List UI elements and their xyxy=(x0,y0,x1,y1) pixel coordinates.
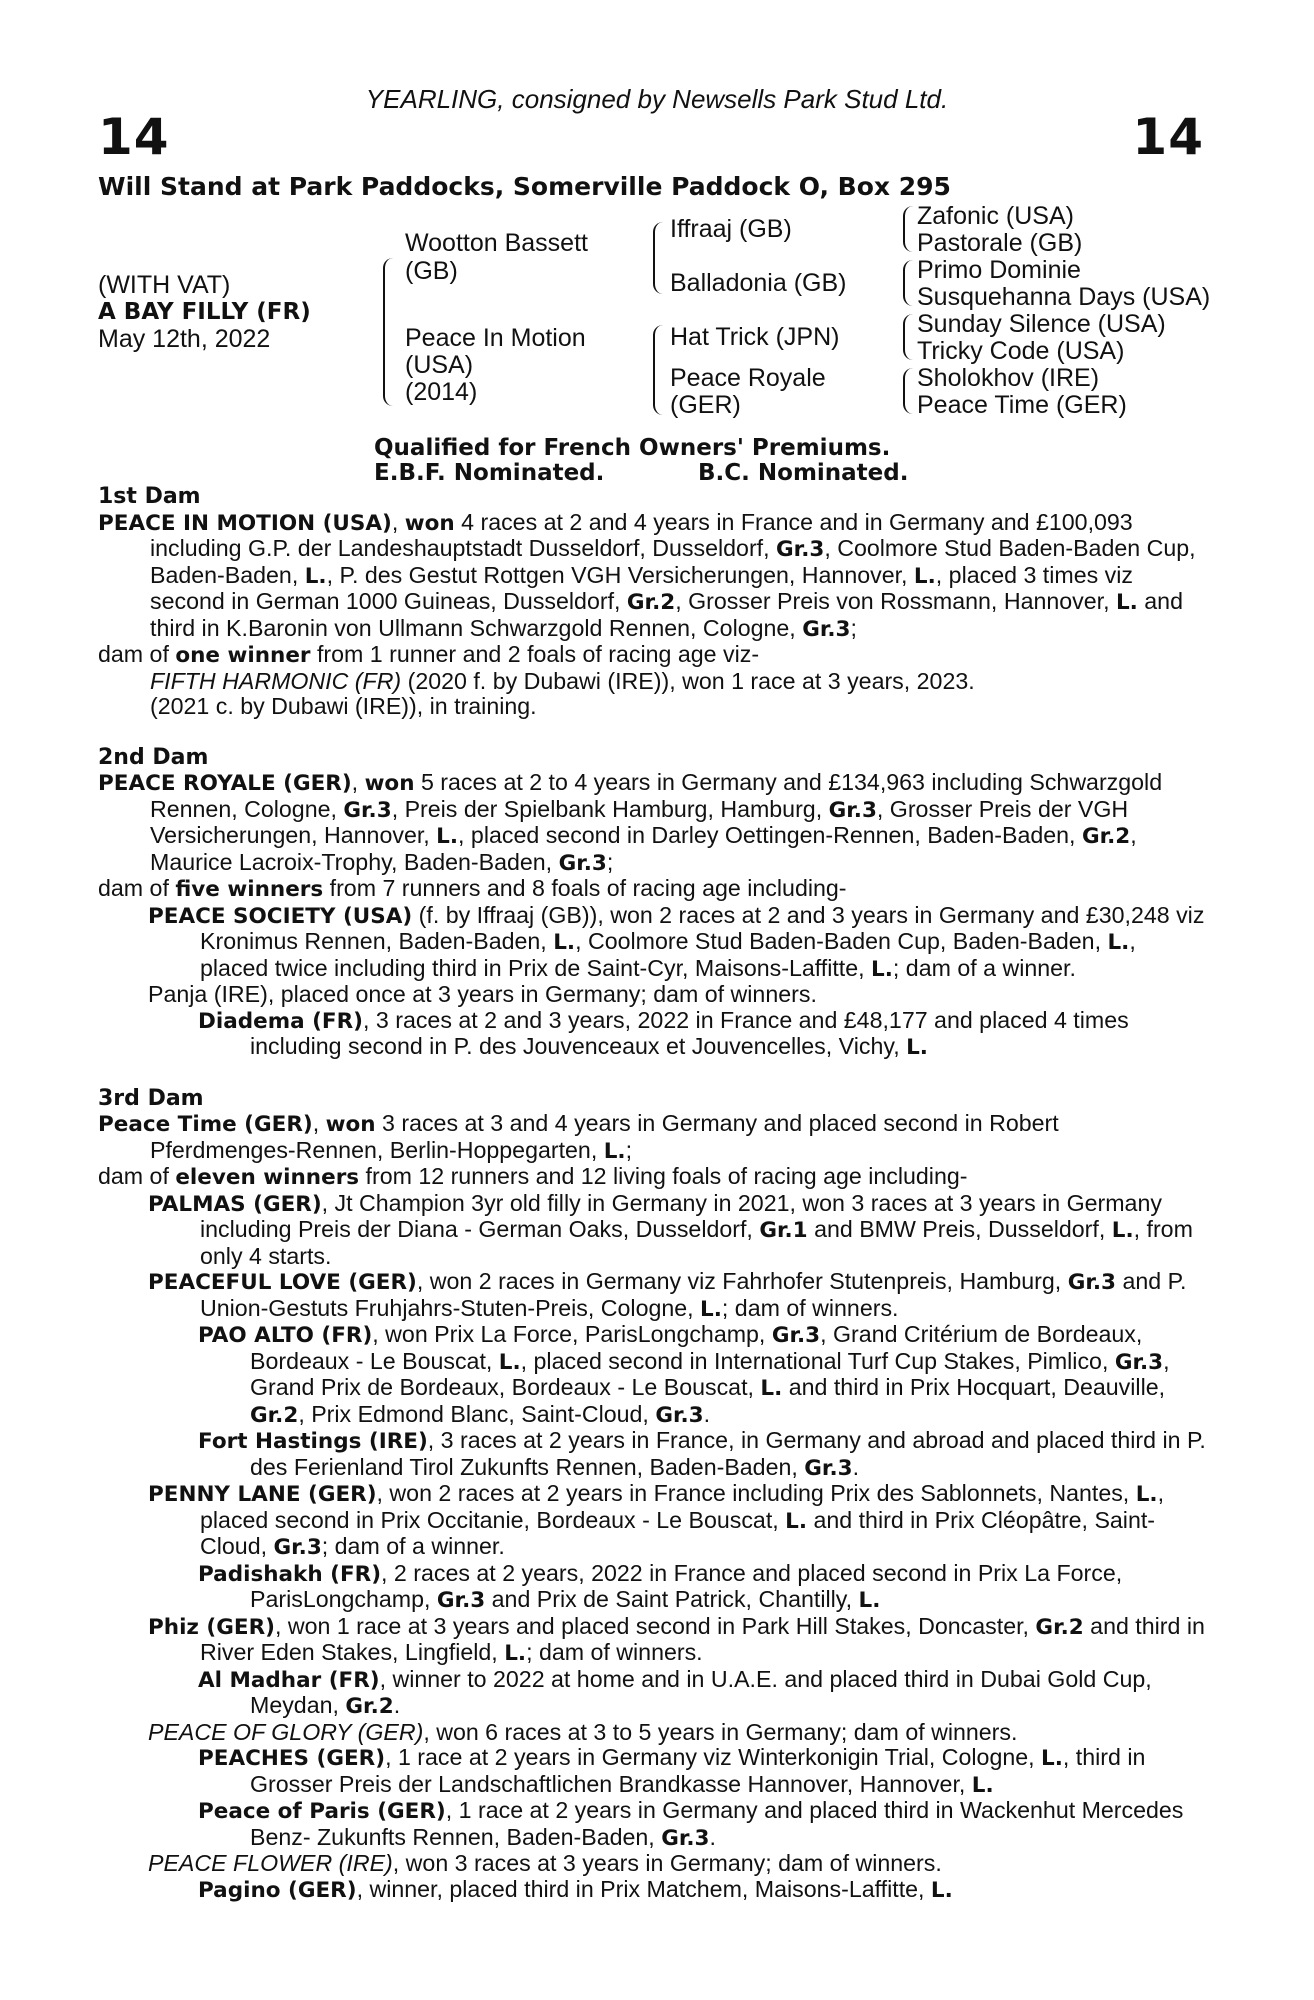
winners-count: five winners xyxy=(175,877,324,902)
sire-name: Wootton Bassett xyxy=(405,229,588,257)
grade: L. xyxy=(971,1772,994,1798)
pedigree-brace-dd xyxy=(903,368,913,414)
foaling-date: May 12th, 2022 xyxy=(98,325,271,353)
text: , placed second in International Turf Cup Stakes, Pimlico, xyxy=(520,1347,1115,1374)
consignment-line: YEARLING, consigned by Newsells Park Stud Ltd. xyxy=(365,84,949,114)
grade: Gr.3 xyxy=(802,616,851,642)
won-label: won xyxy=(325,1112,376,1137)
sire-dam: Balladonia (GB) xyxy=(670,269,847,297)
text: , 1 race at 2 years in Germany viz Winterkonigin Trial, Cologne, xyxy=(385,1744,1042,1770)
grade: L. xyxy=(436,824,459,849)
text: , placed second in Darley Oettingen-Rennen, Baden-Baden, xyxy=(458,822,1082,848)
ggs-3: Sunday Silence (USA) xyxy=(917,310,1166,338)
pedigree-brace-ds xyxy=(903,314,913,360)
grade: L. xyxy=(930,1877,953,1903)
text: and third in River Eden Stakes, Lingfield, xyxy=(200,1612,1205,1665)
pedigree-brace-ss xyxy=(903,206,913,252)
grade: Gr.2 xyxy=(345,1694,394,1719)
pedigree-brace-sire xyxy=(653,222,663,294)
ggd-3: Tricky Code (USA) xyxy=(917,337,1125,365)
third-dam-heading: 3rd Dam xyxy=(98,1085,204,1111)
text: , placed 3 times viz second in German 1000 Guineas, Dusseldorf, xyxy=(150,561,1133,614)
text: and third in Prix Hocquart, Deauville, xyxy=(782,1374,1166,1400)
grade: L. xyxy=(1111,1218,1134,1243)
text: , placed second in Prix Occitanie, Bordeaux - Le Bouscat, xyxy=(200,1480,1165,1533)
progeny-name: PAO ALTO (FR) xyxy=(198,1323,373,1348)
text: , won 6 races at 3 to 5 years in Germany; dam of winners. xyxy=(423,1718,1018,1745)
text: , 3 races at 2 years in France, in Germany and abroad and placed third in P. des Ferienland Tirol Zukunfts Rennen, Baden-Baden, xyxy=(250,1427,1206,1480)
text: 3 races at 3 and 4 years in Germany and placed second in Robert Pferdmenges-Rennen, Berlin-Hoppegarten, xyxy=(150,1110,1059,1163)
grade: Gr.3 xyxy=(273,1535,322,1560)
ggs-2: Primo Dominie xyxy=(917,256,1081,284)
text: ; xyxy=(606,848,614,875)
progeny-panja: Panja (IRE), placed once at 3 years in Germany; dam of winners. xyxy=(148,981,817,1007)
ggd-2: Susquehanna Days (USA) xyxy=(917,283,1211,311)
text: ; dam of a winner. xyxy=(892,954,1076,981)
grade: Gr.3 xyxy=(343,797,392,823)
grade: L. xyxy=(906,1035,928,1060)
text: and Prix de Saint Patrick, Chantilly, xyxy=(485,1586,859,1612)
text: , 3 races at 2 and 3 years, 2022 in France and £48,177 and placed 4 times including second in P. des Jouvenceaux et Jouvencelles, Vichy, xyxy=(250,1006,1129,1059)
grade: L. xyxy=(871,956,893,982)
lot-name: A BAY FILLY (FR) xyxy=(98,299,311,325)
grade: L. xyxy=(1041,1746,1063,1771)
progeny-name: PEACE SOCIETY (USA) xyxy=(148,903,413,929)
ebf-note: E.B.F. Nominated. xyxy=(374,460,605,486)
text: , Coolmore Stud Baden-Baden Cup, Baden-Baden, xyxy=(575,928,1108,954)
progeny-peace-flower xyxy=(98,1851,1206,1877)
progeny-fort-hastings xyxy=(98,1428,1206,1481)
grade: Gr.2 xyxy=(1081,824,1131,849)
progeny-peaches xyxy=(98,1745,1206,1798)
first-dam-name: PEACE IN MOTION (USA) xyxy=(98,510,392,536)
third-dam-name: Peace Time (GER) xyxy=(98,1112,313,1137)
stand-location: Will Stand at Park Paddocks, Somerville Paddock O, Box 295 xyxy=(98,172,951,201)
grade: Gr.1 xyxy=(759,1218,808,1243)
third-dam-produce-line xyxy=(98,1164,1206,1191)
text: from 1 runner and 2 foals of racing age viz- xyxy=(310,641,760,667)
vat-label: (WITH VAT) xyxy=(98,271,231,299)
text: dam of xyxy=(98,1163,176,1189)
text: , Preis der Spielbank Hamburg, Hamburg, xyxy=(391,795,829,822)
progeny-name: PEACHES (GER) xyxy=(198,1746,386,1771)
text: ; dam of winners. xyxy=(526,1639,703,1665)
lot-number-right: 14 xyxy=(1132,108,1204,166)
grade: Gr.2 xyxy=(250,1402,299,1428)
text: , Grand Prix de Bordeaux, Bordeaux - Le Bouscat, xyxy=(250,1347,1170,1400)
grade: Gr.3 xyxy=(828,797,877,823)
progeny-name: PEACE FLOWER (IRE) xyxy=(148,1850,393,1876)
second-dam-produce-line xyxy=(98,876,1206,903)
sire-sire: Iffraaj (GB) xyxy=(670,215,792,243)
text: , Jt Champion 3yr old filly in Germany in 2021, won 3 races at 3 years in Germany including Preis der Diana - German Oaks, Dusseldorf, xyxy=(200,1189,1162,1242)
text: , from only 4 starts. xyxy=(200,1216,1193,1269)
progeny-peaceful-love xyxy=(98,1269,1206,1322)
text: , won 2 races at 2 years in France including Prix des Sablonnets, Nantes, xyxy=(376,1480,1136,1506)
grade: L. xyxy=(304,563,327,589)
progeny-pao-alto xyxy=(98,1322,1206,1428)
text: ; dam of winners. xyxy=(721,1294,899,1321)
progeny-name: Al Madhar (FR) xyxy=(198,1667,380,1693)
lot-number-left: 14 xyxy=(98,108,170,166)
grade: Gr.3 xyxy=(776,537,825,562)
pedigree-brace-dam xyxy=(653,325,663,415)
ggd-1: Pastorale (GB) xyxy=(917,229,1083,257)
text: and third in K.Baronin von Ullmann Schwarzgold Rennen, Cologne, xyxy=(150,588,1183,641)
third-dam-record: Peace Time (GER), won 3 races at 3 and 4 years in Germany and placed second in Robert Pferdmenges-Rennen, Berlin-Hoppegarten, L.; xyxy=(98,1110,1059,1164)
text: 4 races at 2 and 4 years in France and in Germany and £100,093 including G.P. der Landeshauptstadt Dusseldorf, Dusseldorf, xyxy=(150,508,1133,561)
text: , third in Grosser Preis der Landschaftlichen Brandkasse Hannover, Hannover, xyxy=(250,1744,1146,1797)
text: from 7 runners and 8 foals of racing age including- xyxy=(323,875,847,901)
progeny-name: PALMAS (GER) xyxy=(148,1191,322,1217)
text: , placed twice including third in Prix de Saint-Cyr, Maisons-Laffitte, xyxy=(200,928,1136,981)
pedigree-brace-sd xyxy=(903,260,913,306)
progeny-name: PEACE OF GLORY (GER) xyxy=(148,1718,424,1745)
text: , winner, placed third in Prix Matchem, Maisons-Laffitte, xyxy=(356,1875,931,1902)
progeny-pagino xyxy=(98,1877,1206,1904)
progeny-peace-society xyxy=(98,903,1206,983)
won-label: won xyxy=(364,771,415,796)
text: , won 2 races in Germany viz Fahrhofer Stutenpreis, Hamburg, xyxy=(416,1268,1068,1294)
second-dam-name: PEACE ROYALE (GER) xyxy=(98,771,352,796)
first-dam-heading: 1st Dam xyxy=(98,484,201,509)
grade: L. xyxy=(760,1376,783,1401)
grade: Gr.2 xyxy=(1035,1614,1084,1640)
bc-note: B.C. Nominated. xyxy=(698,460,909,486)
grade: L. xyxy=(785,1508,808,1534)
first-dam-record: PEACE IN MOTION (USA), won 4 races at 2 and 4 years in France and in Germany and £100,093 including G.P. der Landeshauptstadt Dusseldorf, Dusseldorf, Gr.3, Coolmore Stud Baden-Baden Cup, Baden-Baden, L., P. des Gestut Rottgen VGH Versicherungen, Hannover, L., placed 3 times viz second in German 1000 Guineas, Dusseldorf, Gr.2, Grosser Preis von Rossmann, Hannover, L. and third in K.Baronin von Ullmann Schwarzgold Rennen, Cologne, Gr.3; xyxy=(98,508,1196,642)
progeny-penny-lane xyxy=(98,1481,1206,1561)
progeny-name: PEACEFUL LOVE (GER) xyxy=(148,1270,417,1295)
text: , 1 race at 2 years in Germany and placed third in Wackenhut Mercedes Benz- Zukunfts Rennen, Baden-Baden, xyxy=(250,1797,1184,1850)
text: ; dam of a winner. xyxy=(321,1533,505,1559)
grade: L. xyxy=(1107,930,1130,955)
progeny-name: Pagino (GER) xyxy=(198,1877,357,1903)
grade: Gr.2 xyxy=(626,590,676,615)
progeny-1 xyxy=(98,669,1206,695)
text: , Grand Critérium de Bordeaux, Bordeaux - Le Bouscat, xyxy=(250,1321,1143,1374)
text: . xyxy=(393,1692,401,1718)
grade: Gr.3 xyxy=(436,1588,486,1613)
ggs-1: Zafonic (USA) xyxy=(917,202,1074,230)
text: dam of xyxy=(98,875,176,901)
grade: L. xyxy=(498,1349,521,1375)
grade: Gr.3 xyxy=(661,1825,710,1851)
text: . xyxy=(703,1400,711,1427)
text: ; xyxy=(625,1136,633,1163)
text: (f. by Iffraaj (GB)), won 2 races at 2 and 3 years in Germany and £30,248 viz Kronimus Rennen, Baden-Baden, xyxy=(200,901,1205,954)
grade: Gr.3 xyxy=(1114,1349,1164,1375)
pedigree-brace-main xyxy=(383,258,395,406)
family-section xyxy=(98,484,1206,1903)
grade: L. xyxy=(603,1138,626,1164)
winners-count: one winner xyxy=(175,643,311,668)
text: from 12 runners and 12 living foals of racing age including- xyxy=(359,1163,968,1189)
text: , won 1 race at 3 years and placed second in Park Hill Stakes, Doncaster, xyxy=(274,1612,1036,1639)
text: , Prix Edmond Blanc, Saint-Cloud, xyxy=(298,1400,656,1427)
second-dam-heading: 2nd Dam xyxy=(98,744,209,770)
progeny-palmas xyxy=(98,1191,1206,1270)
text: dam of xyxy=(98,641,176,667)
progeny-padishakh xyxy=(98,1561,1206,1614)
progeny-name: Fort Hastings (IRE) xyxy=(198,1429,428,1454)
progeny-name: Peace of Paris (GER) xyxy=(198,1799,446,1824)
text: , winner to 2022 at home and in U.A.E. and placed third in Dubai Gold Cup, Meydan, xyxy=(250,1665,1152,1718)
text: , won 3 races at 3 years in Germany; dam of winners. xyxy=(392,1850,942,1876)
text: (2020 f. by Dubawi (IRE)), won 1 race at 3 years, 2023. xyxy=(401,667,975,694)
grade: L. xyxy=(1135,1482,1158,1507)
text: ; xyxy=(850,614,857,641)
text: , Coolmore Stud Baden-Baden Cup, Baden-Baden, xyxy=(150,535,1196,588)
grade: L. xyxy=(504,1641,527,1666)
dam-year: (2014) xyxy=(405,378,478,406)
grade: L. xyxy=(553,930,576,955)
text: 5 races at 2 to 4 years in Germany and £134,963 including Schwarzgold Rennen, Cologne, xyxy=(150,769,1163,822)
progeny-peace-of-glory xyxy=(98,1720,1206,1746)
progeny-2: (2021 c. by Dubawi (IRE)), in training. xyxy=(150,693,537,719)
grade: L. xyxy=(1115,590,1138,615)
text: , Grosser Preis der VGH Versicherungen, Hannover, xyxy=(150,795,1129,848)
winners-count: eleven winners xyxy=(175,1165,360,1190)
grade: Gr.3 xyxy=(655,1402,704,1428)
text: and BMW Preis, Dusseldorf, xyxy=(807,1216,1112,1242)
text: . xyxy=(709,1823,716,1850)
progeny-name: Padishakh (FR) xyxy=(198,1561,382,1587)
text: and P. Union-Gestuts Fruhjahrs-Stuten-Preis, Cologne, xyxy=(200,1268,1187,1321)
grade: Gr.3 xyxy=(804,1455,853,1481)
grade: Gr.3 xyxy=(1067,1270,1116,1295)
dam-dam-country: (GER) xyxy=(670,391,741,419)
ggd-4: Peace Time (GER) xyxy=(917,391,1127,419)
text: , 2 races at 2 years, 2022 in France and placed second in Prix La Force, ParisLongchamp, xyxy=(250,1559,1123,1612)
grade: L. xyxy=(913,563,936,589)
dam-name: Peace In Motion xyxy=(405,324,586,352)
premiums-note: Qualified for French Owners' Premiums. xyxy=(374,435,891,461)
progeny-al-madhar xyxy=(98,1667,1206,1720)
text: . xyxy=(852,1453,860,1480)
text: , Grosser Preis von Rossmann, Hannover, xyxy=(675,588,1116,614)
grade: L. xyxy=(700,1296,722,1322)
progeny-name: Diadema (FR) xyxy=(198,1008,363,1034)
grade: Gr.3 xyxy=(558,850,607,876)
text: , Maurice Lacroix-Trophy, Baden-Baden, xyxy=(150,822,1137,875)
text: and third in Prix Cléopâtre, Saint-Cloud, xyxy=(200,1506,1156,1559)
grade: L. xyxy=(858,1588,881,1613)
progeny-name: Phiz (GER) xyxy=(148,1614,275,1640)
progeny-phiz xyxy=(98,1614,1206,1667)
ggs-4: Sholokhov (IRE) xyxy=(917,364,1100,392)
progeny-name: PENNY LANE (GER) xyxy=(148,1482,377,1507)
progeny-name: FIFTH HARMONIC (FR) xyxy=(150,667,402,694)
grade: Gr.3 xyxy=(771,1323,821,1348)
first-dam-produce-line xyxy=(98,642,1206,669)
sire-country: (GB) xyxy=(405,257,458,285)
text: , won Prix La Force, ParisLongchamp, xyxy=(372,1321,772,1347)
dam-sire: Hat Trick (JPN) xyxy=(670,323,840,351)
progeny-peace-of-paris xyxy=(98,1798,1206,1851)
dam-dam: Peace Royale xyxy=(670,364,826,392)
dam-country: (USA) xyxy=(405,351,474,379)
second-dam-record: PEACE ROYALE (GER), won 5 races at 2 to 4 years in Germany and £134,963 including Schwarzgold Rennen, Cologne, Gr.3, Preis der Spielbank Hamburg, Hamburg, Gr.3, Grosser Preis der VGH Versicherungen, Hannover, L., placed second in Darley Oettingen-Rennen, Baden-Baden, Gr.2, Maurice Lacroix-Trophy, Baden-Baden, Gr.3; xyxy=(98,769,1163,876)
won-label: won xyxy=(404,510,455,536)
text: , P. des Gestut Rottgen VGH Versicherungen, Hannover, xyxy=(326,561,914,588)
progeny-diadema xyxy=(98,1008,1206,1061)
